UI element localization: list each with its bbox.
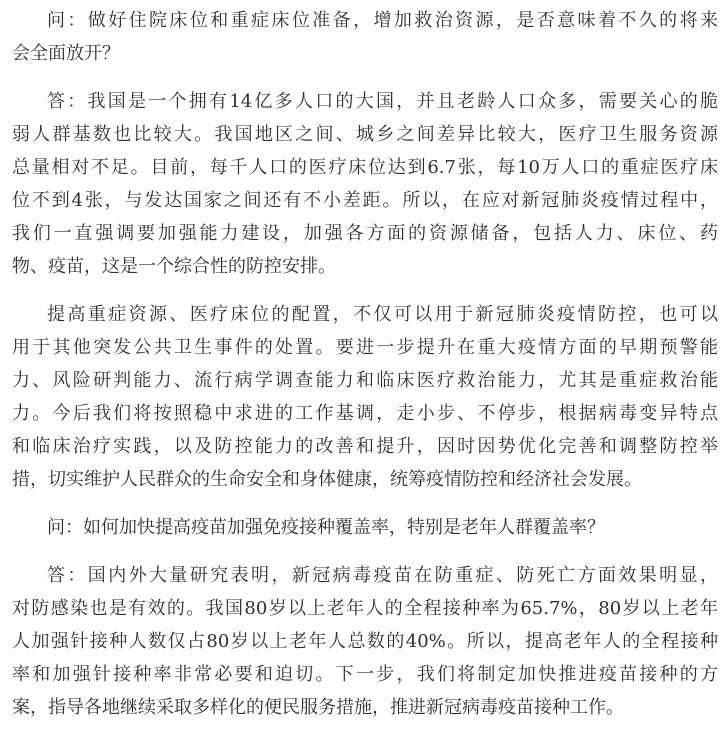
- paragraph-line: 力、风险研判能力、流行病学调查能力和临床医疗救治能力，尤其是重症救治能: [12, 370, 718, 391]
- paragraph-line: 人加强针接种人数仅占80岁以上老年人总数的40%。所以，提高老年人的全程接种: [12, 631, 718, 652]
- paragraph-line: 用于其他突发公共卫生事件的处置。要进一步提升在重大疫情方面的早期预警能: [12, 337, 718, 358]
- paragraph-line: 措，切实维护人民群众的生命安全和身体健康，统筹疫情防控和经济社会发展。: [12, 469, 642, 490]
- paragraph-line: 案，指导各地继续采取多样化的便民服务措施，推进新冠病毒疫苗接种工作。: [12, 697, 624, 718]
- question-paragraph: [12, 4, 718, 70]
- paragraph-line: 提高重症资源、医疗床位的配置，不仅可以用于新冠肺炎疫情防控，也可以: [47, 304, 718, 325]
- paragraph-line: 会全面放开？: [12, 43, 120, 64]
- answer-paragraph: [12, 559, 718, 724]
- paragraph-line: 和临床治疗实践，以及防控能力的改善和提升，因时因势优化完善和调整防控举: [12, 436, 718, 457]
- paragraph-line: 答：国内外大量研究表明，新冠病毒疫苗在防重症、防死亡方面效果明显，: [47, 565, 718, 586]
- paragraph-line: 答：我国是一个拥有14亿多人口的大国，并且老龄人口众多，需要关心的脆: [47, 91, 718, 112]
- paragraph-line: 问：如何加快提高疫苗加强免疫接种覆盖率，特别是老年人群覆盖率？: [47, 517, 605, 538]
- answer-paragraph: [12, 85, 718, 283]
- answer-paragraph: [12, 298, 718, 496]
- paragraph-line: 问：做好住院床位和重症床位准备，增加救治资源，是否意味着不久的将来: [47, 10, 718, 31]
- paragraph-line: 率和加强针接种率非常必要和迫切。下一步，我们将制定加快推进疫苗接种的方: [12, 664, 718, 685]
- paragraph-line: 物、疫苗，这是一个综合性的防控安排。: [12, 256, 336, 277]
- question-paragraph: [12, 511, 718, 544]
- paragraph-line: 力。今后我们将按照稳中求进的工作基调，走小步、不停步，根据病毒变异特点: [12, 403, 718, 424]
- paragraph-line: 对防感染也是有效的。我国80岁以上老年人的全程接种率为65.7%，80岁以上老年: [12, 598, 718, 619]
- paragraph-line: 位不到4张，与发达国家之间还有不小差距。所以，在应对新冠肺炎疫情过程中，: [12, 190, 718, 211]
- article-body: [12, 4, 718, 739]
- paragraph-line: 总量相对不足。目前，每千人口的医疗床位达到6.7张，每10万人口的重症医疗床: [12, 157, 718, 178]
- paragraph-line: 我们一直强调要加强能力建设，加强各方面的资源储备，包括人力、床位、药: [12, 223, 718, 244]
- paragraph-line: 弱人群基数也比较大。我国地区之间、城乡之间差异比较大，医疗卫生服务资源: [12, 124, 718, 145]
